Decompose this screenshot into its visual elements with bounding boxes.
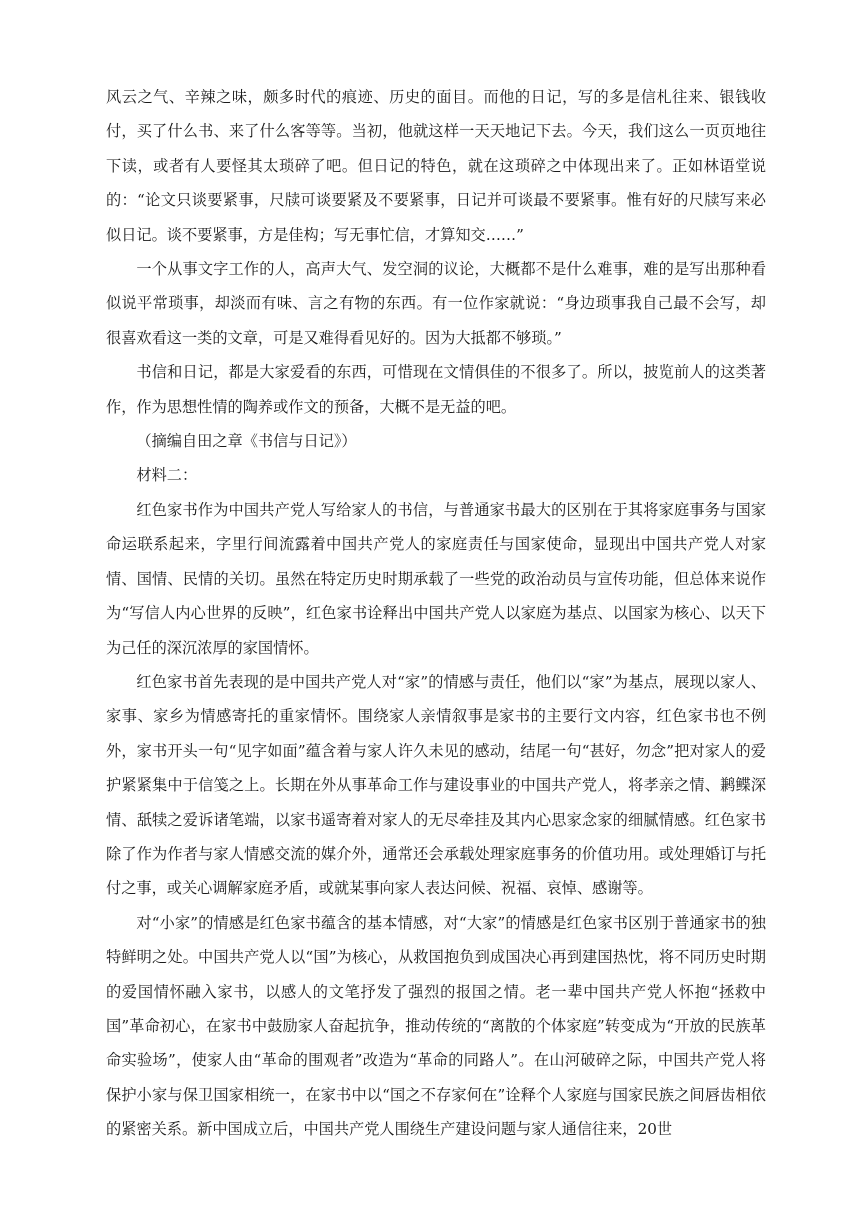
paragraph-6: 对“小家”的情感是红色家书蕴含的基本情感，对“大家”的情感是红色家书区别于普通家书的独特鲜明之处。中国共产党人以“国”为核心，从救国抱负到成国决心再到建国热忱，将不同历史时期的爱国情怀融入家书，以感人的文笔抒发了强烈的报国之情。老一辈中国共产党人怀抱“拯救中国”革命初心，在家书中鼓励家人奋起抗争，推动传统的“离散的个体家庭”转变成为“开放的民族革命实验场”，使家人由“革命的围观者”改造为“革命的同路人”。在山河破碎之际，中国共产党人将保护小家与保卫国家相统一，在家书中以“国之不存家何在”诠释个人家庭与国家民族之间唇齿相依的紧密关系。新中国成立后，中国共产党人围绕生产建设问题与家人通信往来，20世 — [106, 913, 766, 1139]
paragraph-4: 红色家书作为中国共产党人写给家人的书信，与普通家书最大的区别在于其将家庭事务与国家命运联系起来，字里行间流露着中国共产党人的家庭责任与国家使命，显现出中国共产党人对家情、国情、民情的关切。虽然在特定历史时期承载了一些党的政治动员与宣传功能，但总体来说作为“写信人内心世界的反映”，红色家书诠释出中国共产党人以家庭为基点、以国家为核心、以天下为己任的深沉浓厚的家国情怀。 — [106, 500, 766, 657]
paragraph-1: 风云之气、辛辣之味，颇多时代的痕迹、历史的面目。而他的日记，写的多是信札往来、银钱收付，买了什么书、来了什么客等等。当初，他就这样一天天地记下去。今天，我们这么一页页地往下读，或者有人要怪其太琐碎了吧。但日记的特色，就在这琐碎之中体现出来了。正如林语堂说的：“论文只谈要紧事，尺牍可谈要紧及不要紧事，日记并可谈最不要紧事。惟有好的尺牍写来必似日记。谈不要紧事，方是佳构；写无事忙信，才算知交……” — [106, 88, 766, 244]
source-citation: （摘编自田之章《书信与日记》） — [136, 432, 357, 451]
document-body — [106, 80, 766, 1147]
paragraph-2: 一个从事文字工作的人，高声大气、发空洞的议论，大概都不是什么难事，难的是写出那种看似说平常琐事，却淡而有味、言之有物的东西。有一位作家就说：“身边琐事我自己最不会写，却很喜欢看这一类的文章，可是又难得看见好的。因为大抵都不够琐。” — [106, 260, 766, 347]
paragraph-3: 书信和日记，都是大家爱看的东西，可惜现在文情俱佳的不很多了。所以，披览前人的这类著作，作为思想性情的陶养或作文的预备，大概不是无益的吧。 — [106, 363, 766, 416]
material-heading: 材料二： — [136, 466, 198, 485]
paragraph-5: 红色家书首先表现的是中国共产党人对“家”的情感与责任，他们以“家”为基点，展现以家人、家事、家乡为情感寄托的重家情怀。围绕家人亲情叙事是家书的主要行文内容，红色家书也不例外，家书开头一句“见字如面”蕴含着与家人许久未见的感动，结尾一句“甚好，勿念”把对家人的爱护紧紧集中于信笺之上。长期在外从事革命工作与建设事业的中国共产党人，将孝亲之情、鹣鲽深情、舐犊之爱诉诸笔端，以家书遥寄着对家人的无尽牵挂及其内心思家念家的细腻情感。红色家书除了作为作者与家人情感交流的媒介外，通常还会承载处理家庭事务的价值功用。或处理婚订与托付之事，或关心调解家庭矛盾，或就某事向家人表达问候、祝福、哀悼、感谢等。 — [106, 672, 766, 898]
